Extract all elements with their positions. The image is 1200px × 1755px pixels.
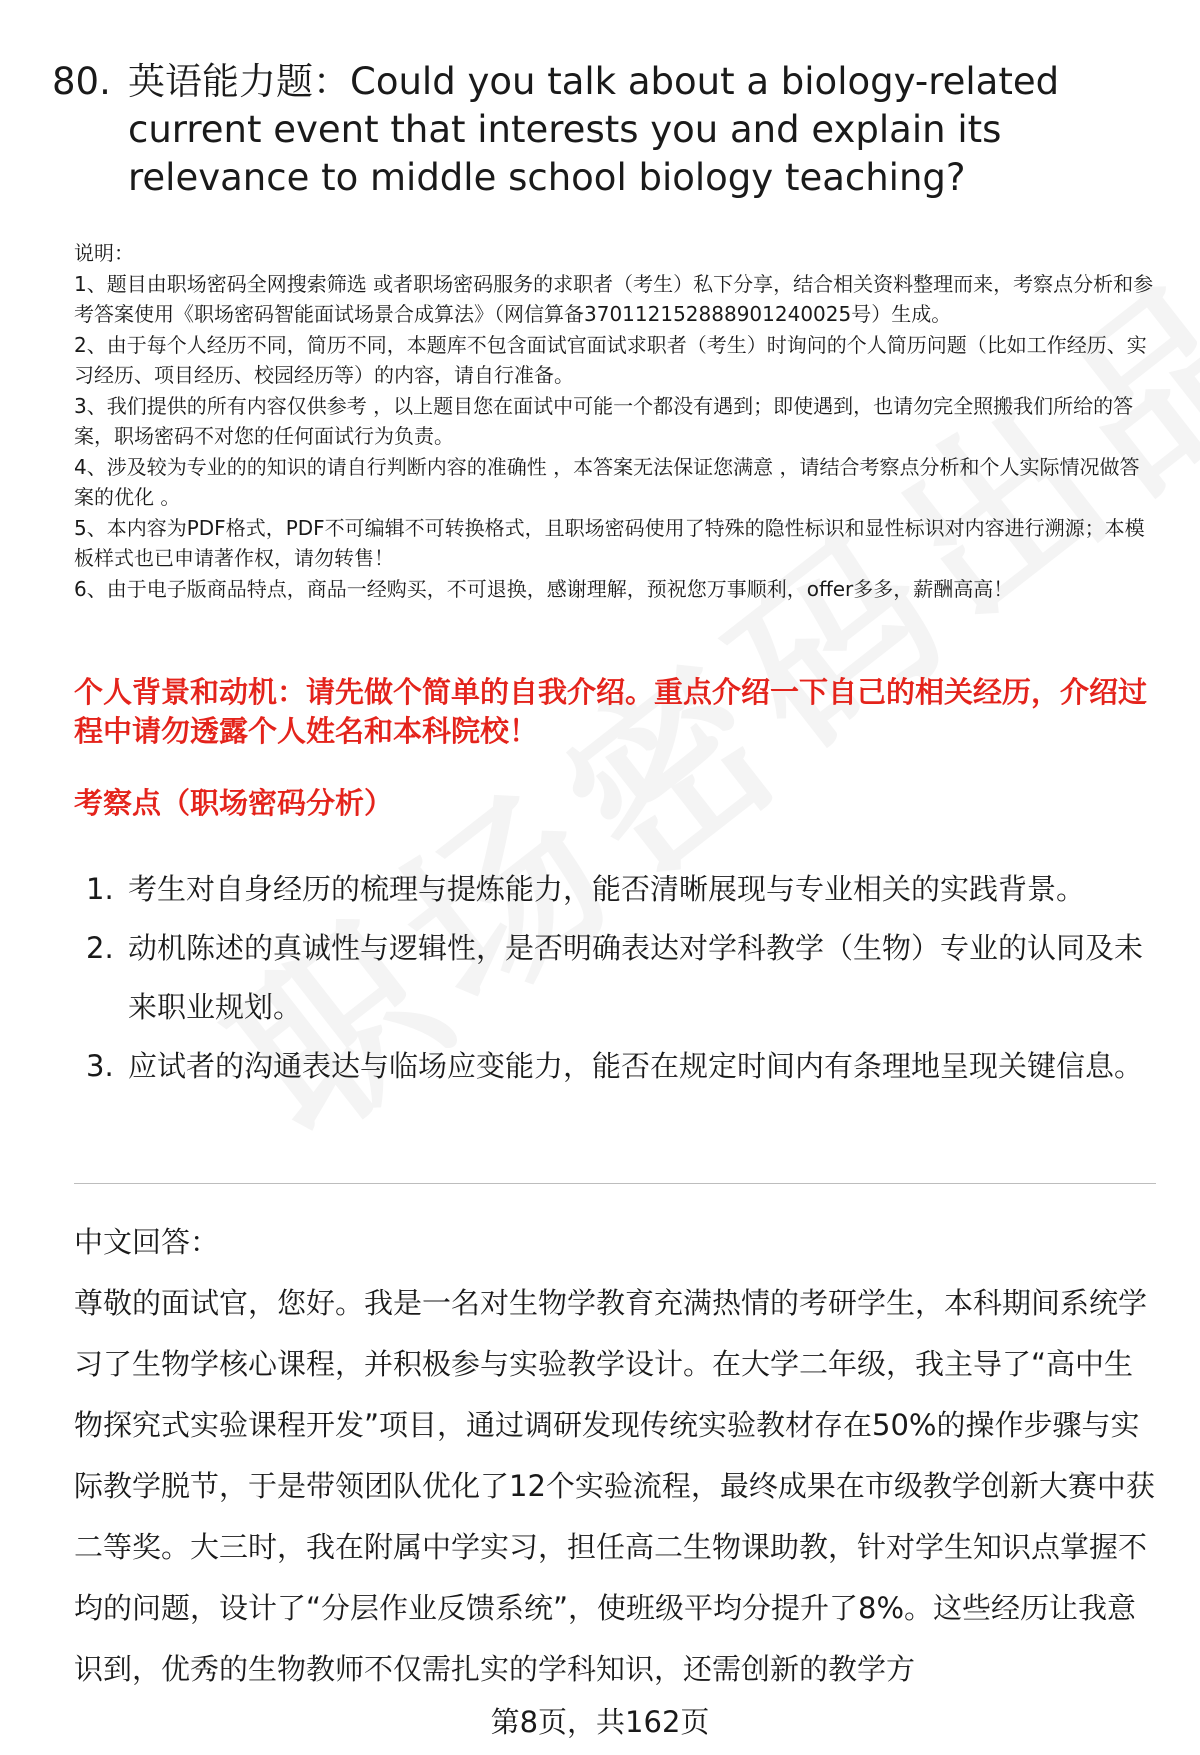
section-divider <box>74 1183 1156 1184</box>
analysis-point <box>74 1037 1159 1096</box>
answer-heading: 中文回答： <box>74 1225 220 1259</box>
page-number: 第8页，共162页 <box>490 1705 710 1739</box>
note-item: 3、我们提供的所有内容仅供参考 ，以上题目您在面试中可能一个都没有遇到；即使遇到，也请勿完全照搬我们所给的答案，职场密码不对您的任何面试行为负责。 <box>74 393 1134 448</box>
note-item: 5、本内容为PDF格式，PDF不可编辑不可转换格式，且职场密码使用了特殊的隐性标识和显性标识对内容进行溯源；本模板样式也已申请著作权，请勿转售！ <box>74 515 1145 570</box>
notes-block <box>74 238 1159 604</box>
section-title: 个人背景和动机：请先做个简单的自我介绍。重点介绍一下自己的相关经历，介绍过程中请勿透露个人姓名和本科院校！ <box>74 675 1148 748</box>
point-number: 2. <box>86 931 114 965</box>
point-text: 动机陈述的真诚性与逻辑性，是否明确表达对学科教学（生物）专业的认同及未来职业规划。 <box>128 931 1144 1024</box>
point-number: 3. <box>86 1049 114 1083</box>
point-text: 应试者的沟通表达与临场应变能力，能否在规定时间内有条理地呈现关键信息。 <box>128 1049 1144 1083</box>
question-block <box>52 58 1152 202</box>
analysis-list <box>74 860 1159 1096</box>
question-text: 英语能力题：Could you talk about a biology-related current event that interests you and explain its relevance to middle school biology teaching? <box>128 60 1060 199</box>
answer-block <box>74 1212 1159 1700</box>
question-number: 80. <box>52 60 111 103</box>
note-item: 2、由于每个人经历不同，简历不同，本题库不包含面试官面试求职者（考生）时询问的个人简历问题（比如工作经历、实习经历、项目经历、校园经历等）的内容，请自行准备。 <box>74 332 1147 387</box>
analysis-point <box>74 919 1159 1037</box>
note-item: 1、题目由职场密码全网搜索筛选 或者职场密码服务的求职者（考生）私下分享，结合相关资料整理而来，考察点分析和参考答案使用《职场密码智能面试场景合成算法》（网信算备370112152888901240025号）生成。 <box>74 271 1154 326</box>
point-text: 考生对自身经历的梳理与提炼能力，能否清晰展现与专业相关的实践背景。 <box>128 872 1086 906</box>
note-item: 4、涉及较为专业的的知识的请自行判断内容的准确性 ，本答案无法保证您满意 ，请结合考察点分析和个人实际情况做答案的优化 。 <box>74 454 1140 509</box>
answer-body: 尊敬的面试官，您好。我是一名对生物学教育充满热情的考研学生，本科期间系统学习了生物学核心课程，并积极参与实验教学设计。在大学二年级，我主导了“高中生物探究式实验课程开发”项目，通过调研发现传统实验教材存在50%的操作步骤与实际教学脱节，于是带领团队优化了12个实验流程，最终成果在市级教学创新大赛中获二等奖。大三时，我在附属中学实习，担任高二生物课助教，针对学生知识点掌握不均的问题，设计了“分层作业反馈系统”，使班级平均分提升了8%。这些经历让我意识到，优秀的生物教师不仅需扎实的学科知识，还需创新的教学方 <box>74 1286 1155 1686</box>
analysis-point <box>74 860 1159 919</box>
note-item: 6、由于电子版商品特点，商品一经购买，不可退换，感谢理解，预祝您万事顺利，offer多多，薪酬高高！ <box>74 576 1014 601</box>
point-number: 1. <box>86 872 114 906</box>
notes-heading: 说明： <box>74 241 134 265</box>
analysis-heading: 考察点（职场密码分析） <box>74 786 394 820</box>
